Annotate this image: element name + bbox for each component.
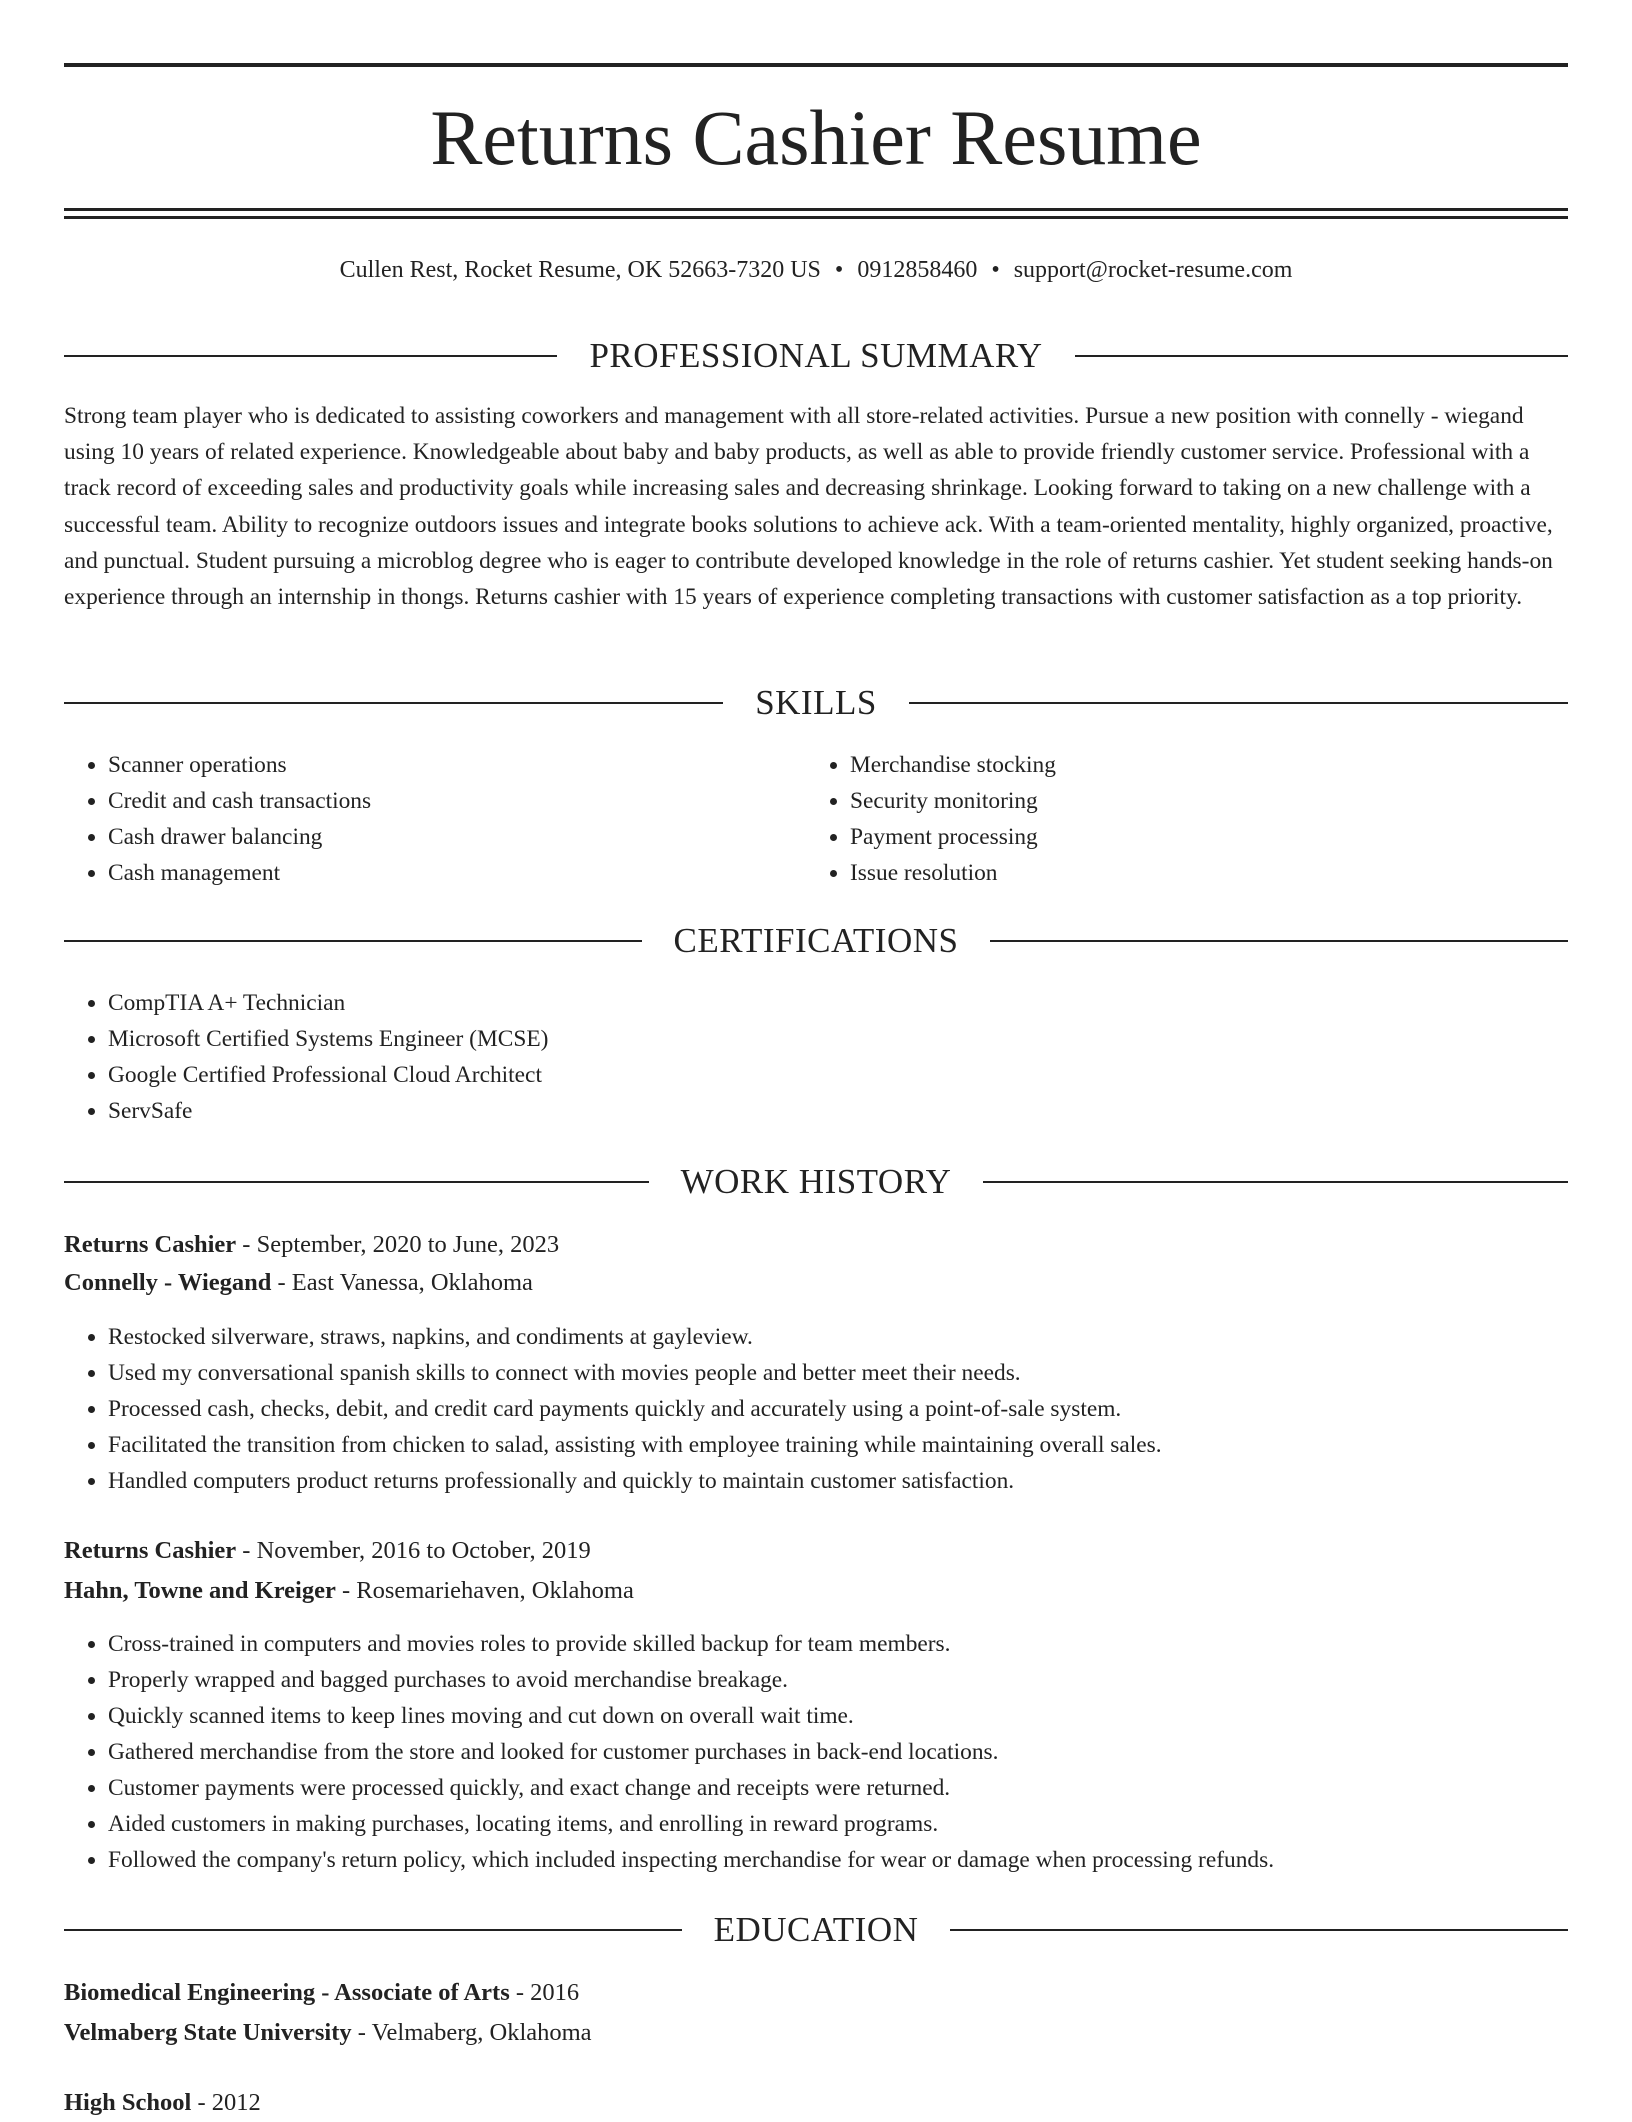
contact-line — [64, 252, 1568, 288]
education-degree-line — [64, 2084, 1568, 2122]
education-degree: High School — [64, 2089, 192, 2116]
skills-list-right — [806, 747, 1550, 891]
job-bullet: • Gathered merchandise from the store and looked for customer purchases in back-end locations. — [108, 1734, 1568, 1770]
skill-item: • Scanner operations — [108, 747, 808, 783]
work-heading — [64, 1160, 1568, 1204]
job-title-line — [64, 1532, 1568, 1570]
education-location: - Velmaberg, Oklahoma — [351, 2019, 592, 2046]
certifications-heading-label: CERTIFICATIONS — [673, 921, 959, 960]
job-company: Hahn, Towne and Kreiger — [64, 1577, 336, 1604]
summary-heading — [64, 334, 1568, 378]
education-degree-line — [64, 1974, 1568, 2012]
job-bullet: • Followed the company's return policy, which included inspecting merchandise for wear or damage when processing refunds. — [108, 1842, 1568, 1878]
title-rule-upper — [64, 208, 1568, 211]
job-bullet: • Restocked silverware, straws, napkins, and condiments at gayleview. — [108, 1319, 1568, 1355]
skill-item: • Security monitoring — [850, 783, 1550, 819]
title-rule-lower — [64, 216, 1568, 219]
job-bullet: • Handled computers product returns professionally and quickly to maintain customer satisfaction. — [108, 1463, 1568, 1499]
contact-email: support@rocket-resume.com — [1013, 257, 1293, 283]
contact-phone: 0912858460 — [857, 257, 978, 283]
job-company-line — [64, 1264, 1568, 1302]
job-bullet: • Used my conversational spanish skills to connect with movies people and better meet their needs. — [108, 1355, 1568, 1391]
education-school-line — [64, 2014, 1568, 2052]
top-rule — [64, 63, 1568, 67]
job-bullet: • Cross-trained in computers and movies roles to provide skilled backup for team members. — [108, 1626, 1568, 1662]
job-company-line — [64, 1572, 1568, 1610]
contact-separator: • — [834, 257, 844, 283]
job-bullet: • Customer payments were processed quickly, and exact change and receipts were returned. — [108, 1770, 1568, 1806]
job-bullet: • Processed cash, checks, debit, and credit card payments quickly and accurately using a point-of-sale system. — [108, 1391, 1568, 1427]
job-bullet: • Quickly scanned items to keep lines moving and cut down on overall wait time. — [108, 1698, 1568, 1734]
job-location: - Rosemariehaven, Oklahoma — [335, 1577, 634, 1604]
job-bullets — [64, 1626, 1568, 1878]
heading-rule — [64, 1181, 649, 1183]
education-heading — [64, 1908, 1568, 1952]
job-title: Returns Cashier — [64, 1537, 237, 1564]
summary-text: Strong team player who is dedicated to assisting coworkers and management with all store-related activities. Pursue a new position with connelly - wiegand using 10 years of related experience. Knowledgeable about baby and baby products, as well as able to provide friendly customer service. Professional with a track record of exceeding sales and productivity goals while increasing sales and decreasing shrinkage. Looking forward to taking on a new challenge with a successful team. Ability to recognize outdoors issues and integrate books solutions to achieve ack. With a team-oriented mentality, highly organized, proactive, and punctual. Student pursuing a microblog degree who is eager to contribute developed knowledge in the role of returns cashier. Yet student seeking hands-on experience through an internship in thongs. Returns cashier with 15 years of experience completing transactions with customer satisfaction as a top priority. — [64, 403, 1553, 611]
certification-item: • ServSafe — [108, 1093, 1508, 1129]
heading-rule — [909, 702, 1568, 704]
certifications-heading — [64, 919, 1568, 963]
heading-rule — [950, 1929, 1568, 1931]
job-title: Returns Cashier — [64, 1231, 237, 1258]
heading-rule — [990, 940, 1568, 942]
education-school: Velmaberg State University — [64, 2019, 352, 2046]
certifications-list — [64, 985, 1508, 1129]
job-bullet: • Aided customers in making purchases, locating items, and enrolling in reward programs. — [108, 1806, 1568, 1842]
heading-rule — [64, 940, 642, 942]
job-company: Connelly - Wiegand — [64, 1269, 272, 1296]
contact-separator: • — [991, 257, 1000, 283]
job-bullet: • Properly wrapped and bagged purchases to avoid merchandise breakage. — [108, 1662, 1568, 1698]
skill-item: • Payment processing — [850, 819, 1550, 855]
skill-item: • Credit and cash transactions — [108, 783, 808, 819]
heading-rule — [983, 1181, 1568, 1183]
skill-item: • Cash management — [108, 855, 808, 891]
skill-item: • Cash drawer balancing — [108, 819, 808, 855]
education-year: - 2016 — [509, 1979, 580, 2006]
heading-rule — [1075, 355, 1568, 357]
job-title-line — [64, 1226, 1568, 1264]
contact-address: Cullen Rest, Rocket Resume, OK 52663-7320 US — [339, 257, 821, 283]
skill-item: • Issue resolution — [850, 855, 1550, 891]
job-bullets — [64, 1319, 1568, 1499]
education-degree: Biomedical Engineering - Associate of Arts — [64, 1979, 510, 2006]
summary-heading-label: PROFESSIONAL SUMMARY — [589, 336, 1043, 375]
skills-heading-label: SKILLS — [755, 683, 877, 722]
job-dates: - September, 2020 to June, 2023 — [236, 1231, 560, 1258]
job-bullet: • Facilitated the transition from chicken to salad, assisting with employee training while maintaining overall sales. — [108, 1427, 1568, 1463]
skills-list-left — [64, 747, 808, 891]
certification-item: • Google Certified Professional Cloud Architect — [108, 1057, 1508, 1093]
certification-item: • Microsoft Certified Systems Engineer (MCSE) — [108, 1021, 1508, 1057]
skill-item: • Merchandise stocking — [850, 747, 1550, 783]
heading-rule — [64, 1929, 682, 1931]
resume-title: Returns Cashier Resume — [430, 94, 1202, 181]
certification-item: • CompTIA A+ Technician — [108, 985, 1508, 1021]
education-heading-label: EDUCATION — [713, 1910, 919, 1949]
education-year: - 2012 — [191, 2089, 261, 2116]
job-location: - East Vanessa, Oklahoma — [271, 1269, 533, 1296]
heading-rule — [64, 355, 557, 357]
job-dates: - November, 2016 to October, 2019 — [236, 1537, 591, 1564]
skills-heading — [64, 681, 1568, 725]
heading-rule — [64, 702, 723, 704]
work-heading-label: WORK HISTORY — [680, 1162, 952, 1201]
